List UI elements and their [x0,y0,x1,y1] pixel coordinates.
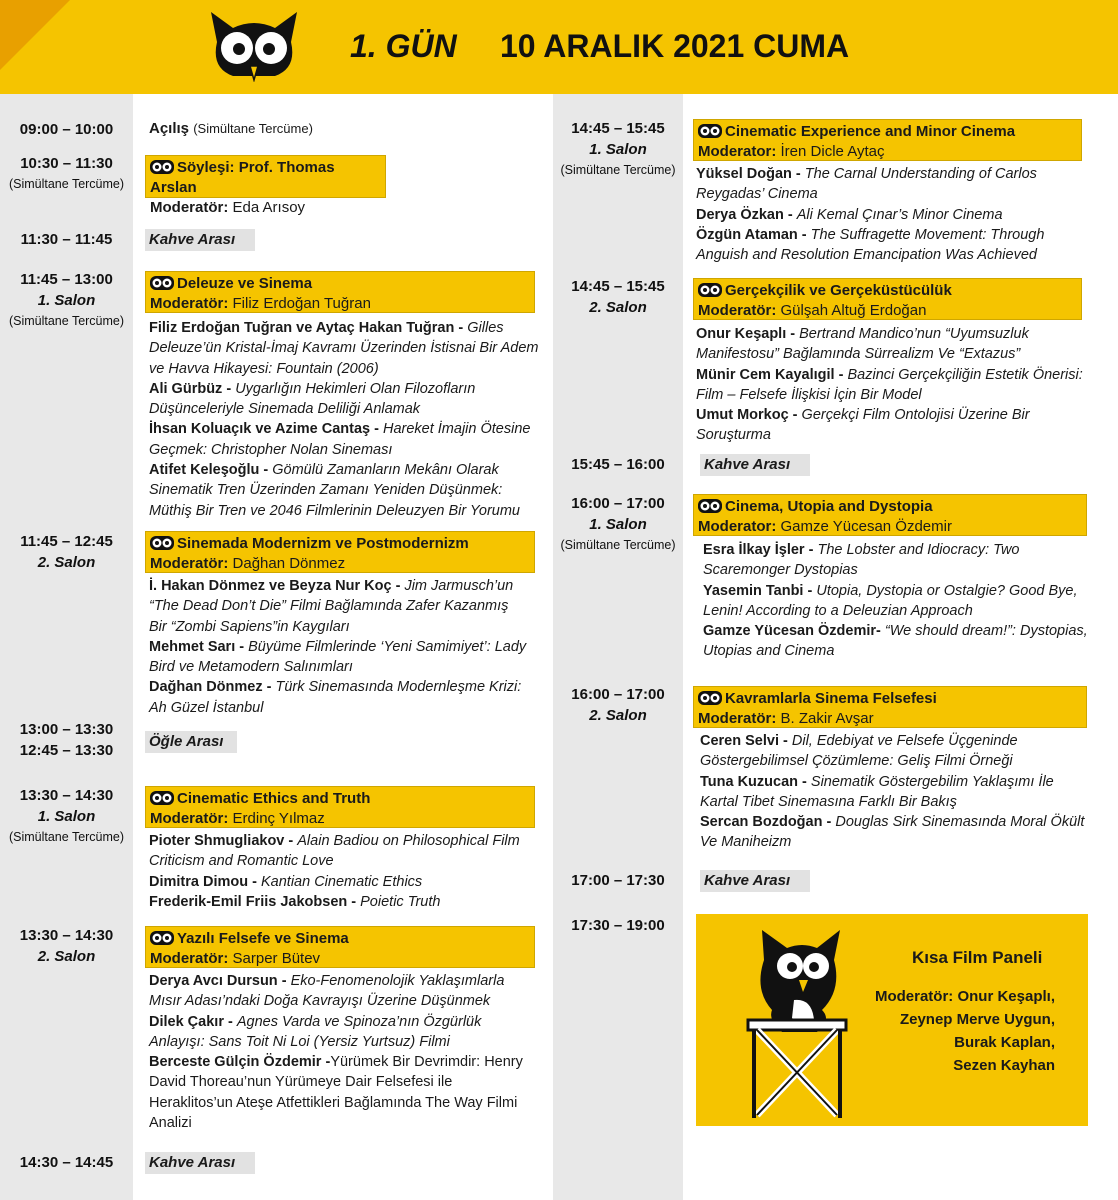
left-time-column [0,94,133,1200]
talk-list [149,318,541,521]
talk-list [696,324,1096,446]
talk-list [703,540,1093,662]
time-slot: 14:45 – 15:45 2. Salon [571,278,665,316]
talk: Derya Avcı Dursun - Eko-Fenomenolojik Yaklaşımlarla Mısır Adası’ndaki Doğa Kavrayışı Üzerine Düşünmek [149,973,505,1010]
session-header-utopia: Cinema, Utopia and Dystopia Moderator: Gamze Yücesan Özdemir [693,494,1087,536]
owl-icon [150,931,174,945]
time-slot: 11:30 – 11:45 [20,231,113,248]
time-slot: 13:00 – 13:30 12:45 – 13:30 [19,721,114,759]
time-slot: 13:30 – 14:30 1. Salon (Simültane Tercüme) [8,787,125,844]
talk: Dilek Çakır - Agnes Varda ve Spinoza’nın Özgürlük Anlayışı: Sans Toit Ni Loi (Yersiz Yurtsuz) Filmi [149,1013,482,1050]
director-chair-owl-icon [742,920,852,1120]
time-slot: 16:00 – 17:00 2. Salon [571,686,665,724]
owl-icon [150,276,174,290]
day-title: 1. GÜN [350,28,457,64]
session-header-ethics: Cinematic Ethics and Truth Moderatör: Erdinç Yılmaz [145,786,535,828]
time-slot: 10:30 – 11:30 (Simültane Tercüme) [8,155,125,191]
talk: Atifet Keleşoğlu - Gömülü Zamanların Mekânı Olarak Sinematik Tren Üzerinden Zamanı Yeniden Düşünmek: Müthiş Bir Tren ve 2046 Filmlerinin Deleuzyen Bir Yorumu [149,462,520,519]
talk: Derya Özkan - Ali Kemal Çınar’s Minor Cinema [696,206,1003,223]
coffee-break: Kahve Arası [145,229,255,251]
talk: Gamze Yücesan Özdemir- “We should dream!”: Dystopias, Utopias and Cinema [703,623,1088,660]
time-slot: 13:30 – 14:30 2. Salon [19,927,114,965]
lunch-break: Öğle Arası [145,731,237,753]
talk-list [696,164,1081,265]
coffee-break: Kahve Arası [700,870,810,892]
talk: Mehmet Sarı - Büyüme Filmlerinde ‘Yeni Samimiyet’: Lady Bird ve Metamodern Salınımları [149,638,527,676]
session-header-yazili: Yazılı Felsefe ve Sinema Moderatör: Sarper Bütev [145,926,535,968]
time-slot: 16:00 – 17:00 1. Salon (Simültane Tercüme) [560,495,676,552]
talk: Berceste Gülçin Özdemir -Yürümek Bir Devrimdir: Henry David Thoreau’nun Yürümeye Dair Felsefesi ile Heraklitos’un Ateşe Atfettikleri Bağlamında The Way Filmi Analizi [149,1054,523,1132]
panel-moderators: Moderatör: Onur Keşaplı, Zeynep Merve Uygun, Burak Kaplan, Sezen Kayhan [874,988,1055,1074]
session-header-deleuze: Deleuze ve Sinema Moderatör: Filiz Erdoğan Tuğran [145,271,535,313]
right-time-column [553,94,683,1200]
session-header-cinematic-experience: Cinematic Experience and Minor Cinema Moderator: İren Dicle Aytaç [693,119,1082,161]
owl-icon [150,536,174,550]
talk-list [149,971,529,1133]
session-header-soylesi: Söyleşi: Prof. Thomas Arslan Moderatör: Eda Arısoy [145,155,386,198]
talk: Onur Keşaplı - Bertrand Mandico’nun “Uyumsuzluk Manifestosu” Bağlamında Sürrealizm Ve “Extazus” [696,326,1029,363]
owl-icon [150,791,174,805]
time-slot: 11:45 – 13:00 1. Salon (Simültane Tercüme) [8,271,125,328]
corner-accent [0,0,70,70]
owl-icon [698,691,722,705]
owl-icon [698,283,722,297]
talk: Dağhan Dönmez - Türk Sinemasında Modernleşme Krizi: Ah Güzel İstanbul [149,679,522,716]
opening: Açılış (Simültane Tercüme) [149,120,313,137]
talk-list [149,576,529,718]
talk: Ali Gürbüz - Uygarlığın Hekimleri Olan Filozofların Düşünceleriyle Sinemada Deliliği Anlamak [149,380,476,418]
date-title: 10 ARALIK 2021 CUMA [500,28,850,64]
talk: Dimitra Dimou - Kantian Cinematic Ethics [149,873,423,890]
talk: Sercan Bozdoğan - Douglas Sirk Sinemasında Moral Ökült Ve Maniheizm [700,814,1085,851]
talk: Yüksel Doğan - The Carnal Understanding of Carlos Reygadas’ Cinema [696,166,1037,203]
time-slot: 17:30 – 19:00 [571,917,665,934]
talk: Münir Cem Kayalıgil - Bazinci Gerçekçiliğin Estetik Önerisi: Film – Felsefe İlişkisi İçin Bir Model [696,366,1083,403]
talk: Özgün Ataman - The Suffragette Movement: Through Anguish and Resolution Emancipation Was Achieved [696,226,1045,264]
session-header-gercekcilik: Gerçekçilik ve Gerçeküstücülük Moderatör: Gülşah Altuğ Erdoğan [693,278,1082,320]
time-slot: 15:45 – 16:00 [571,456,665,473]
owl-logo-icon [205,8,303,82]
talk: Frederik-Emil Friis Jakobsen - Poietic Truth [149,893,441,910]
talk: Ceren Selvi - Dil, Edebiyat ve Felsefe Üçgeninde Göstergebilimsel Çözümleme: Geliş Filmi Örneği [700,733,1018,770]
coffee-break: Kahve Arası [145,1152,255,1174]
owl-icon [698,499,722,513]
talk-list [149,831,539,912]
time-slot: 17:00 – 17:30 [571,872,665,889]
coffee-break: Kahve Arası [700,454,810,476]
talk: Pioter Shmugliakov - Alain Badiou on Philosophical Film Criticism and Romantic Love [149,833,520,870]
talk: Yasemin Tanbi - Utopia, Dystopia or Ostalgie? Good Bye, Lenin! According to a Deleuzian Approach [703,582,1078,619]
time-slot: 14:45 – 15:45 1. Salon (Simültane Tercüme) [560,120,676,177]
owl-icon [698,124,722,138]
talk: Umut Morkoç - Gerçekçi Film Ontolojisi Üzerine Bir Soruşturma [696,407,1030,444]
owl-icon [150,160,174,174]
talk-list [700,731,1092,853]
talk: Filiz Erdoğan Tuğran ve Aytaç Hakan Tuğran - Gilles Deleuze’ün Kristal-İmaj Kavramı Üzerinden İstisnai Bir Adem ve Havva Hikayesi: Fountain (2006) [149,320,539,377]
talk: İ. Hakan Dönmez ve Beyza Nur Koç - Jim Jarmusch’un “The Dead Don’t Die” Filmi Bağlamında Zafer Kazanmış Bir “Zombi Sapiens”in Kaygıları [149,578,514,635]
session-header-kavramlar: Kavramlarla Sinema Felsefesi Moderatör: B. Zakir Avşar [693,686,1087,728]
panel-title: Kısa Film Paneli [912,948,1043,967]
time-slot: 09:00 – 10:00 [19,121,114,138]
session-header-modernizm: Sinemada Modernizm ve Postmodernizm Moderatör: Dağhan Dönmez [145,531,535,573]
time-slot: 14:30 – 14:45 [19,1154,114,1171]
talk: İhsan Koluaçık ve Azime Cantaş - Hareket İmajin Ötesine Geçmek: Christopher Nolan Sineması [149,421,531,458]
talk: Esra İlkay İşler - The Lobster and Idiocracy: Two Scaremonger Dystopias [703,542,1020,579]
time-slot: 11:45 – 12:45 2. Salon [20,533,113,571]
talk: Tuna Kuzucan - Sinematik Göstergebilim Yaklaşımı İle Kartal Tibet Sinemasına Farklı Bir Bakış [700,773,1054,810]
